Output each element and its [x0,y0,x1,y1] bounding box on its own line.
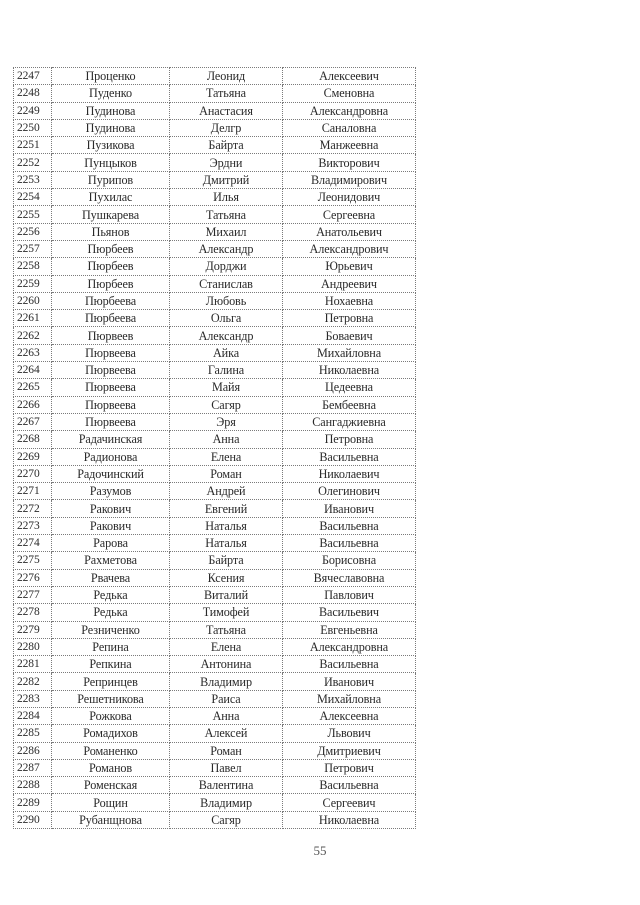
table-row [14,396,416,413]
table-row [14,465,416,482]
table-row [14,119,416,136]
row-number: 2284 [14,707,52,724]
first-name: Байрта [170,137,283,154]
table-row [14,206,416,223]
row-number: 2263 [14,344,52,361]
table-row [14,85,416,102]
last-name: Пудинова [52,102,170,119]
patronymic: Петровна [283,431,416,448]
patronymic: Александровна [283,102,416,119]
patronymic: Цедеевна [283,379,416,396]
patronymic: Львович [283,725,416,742]
table-row [14,811,416,828]
first-name: Эрдни [170,154,283,171]
table-row [14,586,416,603]
last-name: Рахметова [52,552,170,569]
row-number: 2265 [14,379,52,396]
row-number: 2280 [14,638,52,655]
patronymic: Васильевич [283,604,416,621]
table-row [14,379,416,396]
first-name: Михаил [170,223,283,240]
patronymic: Васильевна [283,517,416,534]
table-row [14,171,416,188]
row-number: 2275 [14,552,52,569]
table-row [14,777,416,794]
patronymic: Николаевич [283,465,416,482]
row-number: 2264 [14,362,52,379]
table-row [14,413,416,430]
last-name: Радачинская [52,431,170,448]
patronymic: Петрович [283,759,416,776]
first-name: Ольга [170,310,283,327]
row-number: 2270 [14,465,52,482]
first-name: Антонина [170,656,283,673]
patronymic: Николаевна [283,362,416,379]
last-name: Пюрвеева [52,379,170,396]
last-name: Репринцев [52,673,170,690]
first-name: Сагяр [170,811,283,828]
row-number: 2249 [14,102,52,119]
patronymic: Викторович [283,154,416,171]
table-row [14,759,416,776]
row-number: 2258 [14,258,52,275]
table-row [14,535,416,552]
patronymic: Сергеевич [283,794,416,811]
first-name: Делгр [170,119,283,136]
last-name: Пурипов [52,171,170,188]
last-name: Ракович [52,517,170,534]
last-name: Пюрбеева [52,292,170,309]
last-name: Редька [52,586,170,603]
first-name: Сагяр [170,396,283,413]
first-name: Эря [170,413,283,430]
first-name: Виталий [170,586,283,603]
row-number: 2259 [14,275,52,292]
table-row [14,569,416,586]
last-name: Пюрвеев [52,327,170,344]
table-row [14,102,416,119]
patronymic: Сангаджиевна [283,413,416,430]
row-number: 2276 [14,569,52,586]
last-name: Пунцыков [52,154,170,171]
row-number: 2289 [14,794,52,811]
last-name: Пухилас [52,189,170,206]
first-name: Анна [170,431,283,448]
first-name: Елена [170,448,283,465]
patronymic: Саналовна [283,119,416,136]
last-name: Пуденко [52,85,170,102]
row-number: 2260 [14,292,52,309]
table-row [14,223,416,240]
table-row [14,552,416,569]
table-row [14,707,416,724]
roster-table [13,67,416,829]
last-name: Редька [52,604,170,621]
row-number: 2281 [14,656,52,673]
patronymic: Александровна [283,638,416,655]
row-number: 2290 [14,811,52,828]
table-row [14,483,416,500]
patronymic: Дмитриевич [283,742,416,759]
last-name: Пюрбеев [52,240,170,257]
last-name: Пюрвеева [52,413,170,430]
last-name: Проценко [52,68,170,85]
first-name: Павел [170,759,283,776]
row-number: 2278 [14,604,52,621]
page-number: 55 [313,843,327,858]
last-name: Ромадихов [52,725,170,742]
patronymic: Анатольевич [283,223,416,240]
first-name: Любовь [170,292,283,309]
table-row [14,621,416,638]
patronymic: Павлович [283,586,416,603]
patronymic: Леонидович [283,189,416,206]
row-number: 2288 [14,777,52,794]
first-name: Татьяна [170,621,283,638]
patronymic: Алексеевич [283,68,416,85]
last-name: Репкина [52,656,170,673]
row-number: 2256 [14,223,52,240]
row-number: 2274 [14,535,52,552]
row-number: 2283 [14,690,52,707]
patronymic: Боваевич [283,327,416,344]
patronymic: Алексеевна [283,707,416,724]
patronymic: Нохаевна [283,292,416,309]
last-name: Решетникова [52,690,170,707]
row-number: 2250 [14,119,52,136]
last-name: Рубанщнова [52,811,170,828]
patronymic: Евгеньевна [283,621,416,638]
first-name: Алексей [170,725,283,742]
table-row [14,604,416,621]
row-number: 2279 [14,621,52,638]
last-name: Пюрвеева [52,362,170,379]
row-number: 2251 [14,137,52,154]
patronymic: Александрович [283,240,416,257]
patronymic: Михайловна [283,690,416,707]
first-name: Байрта [170,552,283,569]
table-row [14,742,416,759]
row-number: 2247 [14,68,52,85]
table-row [14,154,416,171]
first-name: Александр [170,327,283,344]
last-name: Рарова [52,535,170,552]
patronymic: Олегинович [283,483,416,500]
first-name: Анна [170,707,283,724]
last-name: Резниченко [52,621,170,638]
last-name: Пушкарева [52,206,170,223]
row-number: 2286 [14,742,52,759]
first-name: Владимир [170,673,283,690]
patronymic: Михайловна [283,344,416,361]
last-name: Рожкова [52,707,170,724]
row-number: 2255 [14,206,52,223]
patronymic: Васильевна [283,777,416,794]
first-name: Валентина [170,777,283,794]
row-number: 2254 [14,189,52,206]
first-name: Роман [170,742,283,759]
row-number: 2266 [14,396,52,413]
roster-body [14,68,416,829]
table-row [14,327,416,344]
row-number: 2271 [14,483,52,500]
row-number: 2282 [14,673,52,690]
first-name: Галина [170,362,283,379]
row-number: 2248 [14,85,52,102]
table-row [14,275,416,292]
table-row [14,431,416,448]
last-name: Репина [52,638,170,655]
table-row [14,240,416,257]
patronymic: Юрьевич [283,258,416,275]
patronymic: Владимирович [283,171,416,188]
last-name: Разумов [52,483,170,500]
patronymic: Николаевна [283,811,416,828]
row-number: 2257 [14,240,52,257]
table-row [14,725,416,742]
first-name: Майя [170,379,283,396]
last-name: Пюрвеева [52,344,170,361]
row-number: 2252 [14,154,52,171]
first-name: Роман [170,465,283,482]
first-name: Татьяна [170,206,283,223]
last-name: Радочинский [52,465,170,482]
patronymic: Иванович [283,673,416,690]
table-row [14,189,416,206]
patronymic: Васильевна [283,535,416,552]
patronymic: Сменовна [283,85,416,102]
first-name: Айка [170,344,283,361]
last-name: Пьянов [52,223,170,240]
patronymic: Бембеевна [283,396,416,413]
first-name: Станислав [170,275,283,292]
last-name: Пюрбеева [52,310,170,327]
first-name: Наталья [170,517,283,534]
first-name: Илья [170,189,283,206]
row-number: 2272 [14,500,52,517]
last-name: Рвачева [52,569,170,586]
first-name: Тимофей [170,604,283,621]
first-name: Леонид [170,68,283,85]
first-name: Наталья [170,535,283,552]
table-row [14,794,416,811]
last-name: Пюрбеев [52,275,170,292]
last-name: Роменская [52,777,170,794]
table-row [14,638,416,655]
table-row [14,448,416,465]
row-number: 2273 [14,517,52,534]
table-row [14,517,416,534]
table-row [14,656,416,673]
first-name: Ксения [170,569,283,586]
patronymic: Петровна [283,310,416,327]
first-name: Владимир [170,794,283,811]
table-row [14,500,416,517]
table-row [14,258,416,275]
row-number: 2262 [14,327,52,344]
first-name: Елена [170,638,283,655]
row-number: 2261 [14,310,52,327]
last-name: Пюрбеев [52,258,170,275]
table-row [14,310,416,327]
patronymic: Андреевич [283,275,416,292]
last-name: Радионова [52,448,170,465]
row-number: 2269 [14,448,52,465]
table-row [14,673,416,690]
table-row [14,292,416,309]
row-number: 2285 [14,725,52,742]
last-name: Пюрвеева [52,396,170,413]
first-name: Андрей [170,483,283,500]
first-name: Анастасия [170,102,283,119]
first-name: Евгений [170,500,283,517]
patronymic: Васильевна [283,656,416,673]
last-name: Рощин [52,794,170,811]
first-name: Александр [170,240,283,257]
table-row [14,137,416,154]
first-name: Татьяна [170,85,283,102]
row-number: 2268 [14,431,52,448]
first-name: Дорджи [170,258,283,275]
patronymic: Сергеевна [283,206,416,223]
table-row [14,690,416,707]
first-name: Дмитрий [170,171,283,188]
table-row [14,344,416,361]
table-row [14,68,416,85]
row-number: 2277 [14,586,52,603]
patronymic: Вячеславовна [283,569,416,586]
row-number: 2253 [14,171,52,188]
patronymic: Манжеевна [283,137,416,154]
table-row [14,362,416,379]
last-name: Романов [52,759,170,776]
row-number: 2267 [14,413,52,430]
patronymic: Борисовна [283,552,416,569]
patronymic: Иванович [283,500,416,517]
last-name: Романенко [52,742,170,759]
last-name: Пудинова [52,119,170,136]
row-number: 2287 [14,759,52,776]
patronymic: Васильевна [283,448,416,465]
last-name: Ракович [52,500,170,517]
first-name: Раиса [170,690,283,707]
last-name: Пузикова [52,137,170,154]
